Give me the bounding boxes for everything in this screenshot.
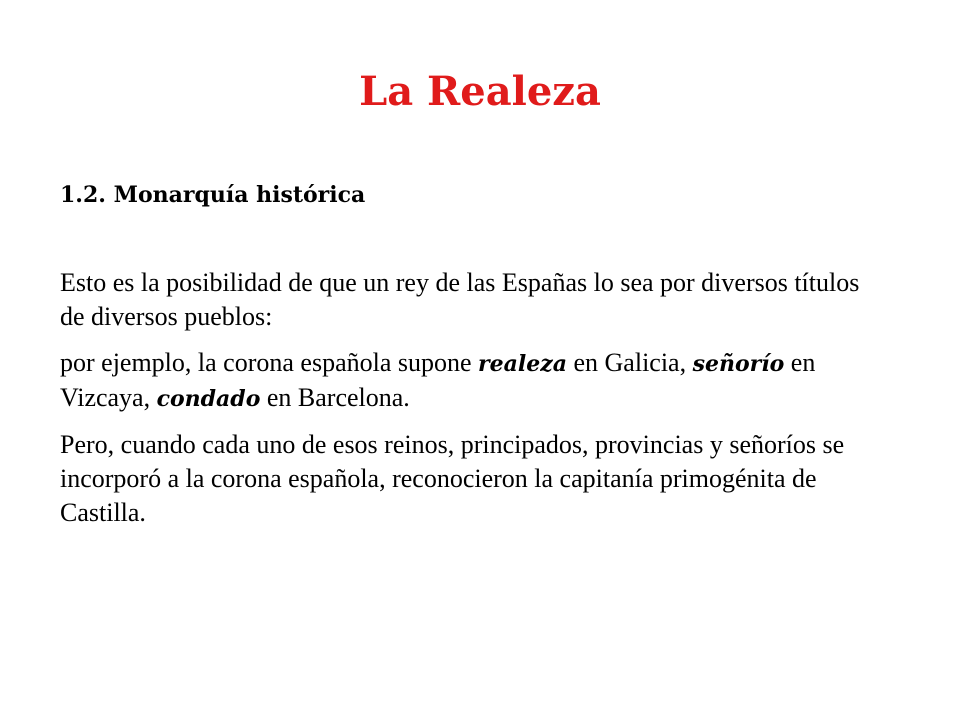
paragraph-3: Pero, cuando cada uno de esos reinos, principados, provincias y señoríos se incorporó a la corona española, reconocieron la capitanía primogénita de Castilla. [60, 430, 845, 527]
emphasis-condado: condado [156, 386, 261, 412]
slide-body [60, 266, 890, 542]
paragraph-1: Esto es la posibilidad de que un rey de las Españas lo sea por diversos títulos de diversos pueblos: [60, 268, 860, 331]
paragraph-2-text-1: por ejemplo, la corona española supone [60, 348, 479, 377]
section-heading: 1.2. Monarquía histórica [60, 182, 366, 208]
paragraph-2 [60, 346, 890, 416]
paragraph-2-text-2: en Galicia, [566, 348, 693, 377]
emphasis-realeza: realeza [478, 351, 567, 377]
emphasis-senorio: señorío [692, 351, 785, 377]
paragraph-2-text-3: en Vizcaya, [60, 348, 816, 412]
paragraph-2-text-4: en Barcelona. [260, 383, 410, 412]
slide-title: La Realeza [359, 68, 601, 115]
